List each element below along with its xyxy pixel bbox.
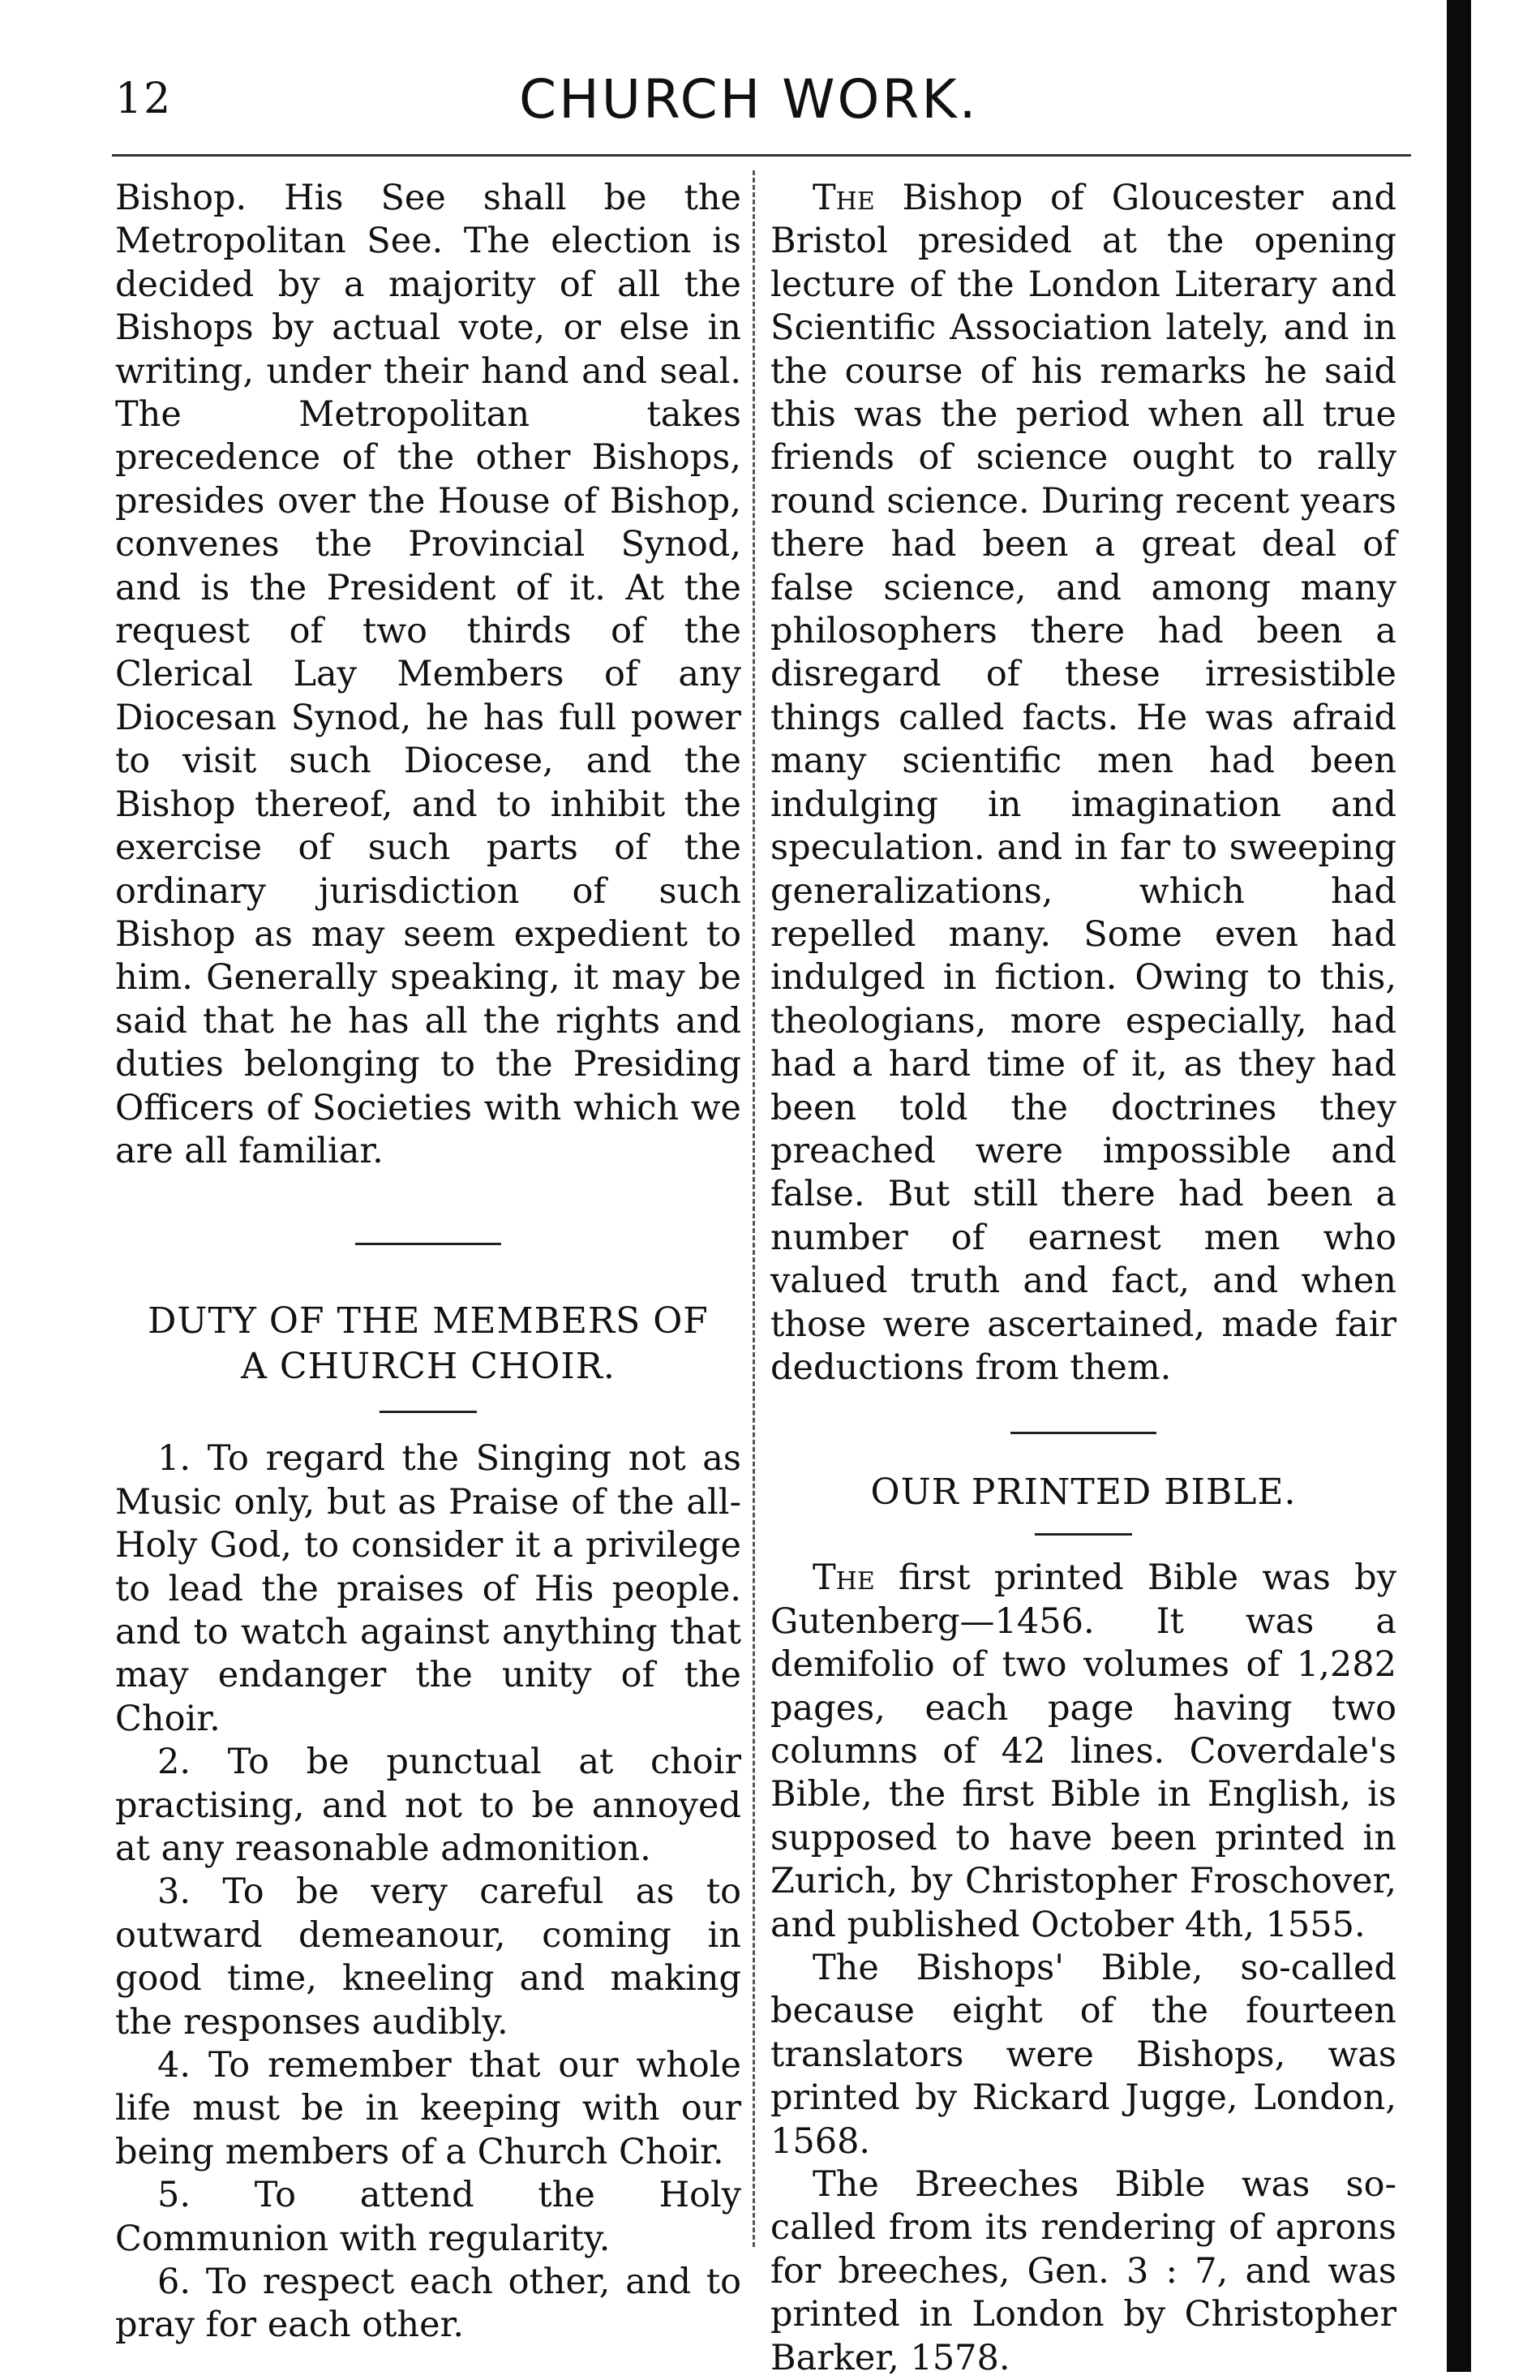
lead-word: The [813, 178, 875, 218]
list-item: 6. To respect each other, and to pray for each other. [115, 2262, 742, 2346]
bible-paragraph-gutenberg: The first printed Bible was by Gutenberg—1456. It was a demifolio of two volumes of 1,282 pages, each page having two columns of 42 lines. Coverdale's Bible, the first Bible in English, is supposed to have been printed in Zurich, by Christopher Froschover, and published October 4th, 1555. [770, 1557, 1396, 1945]
right-column [770, 177, 1396, 2380]
running-head-title: CHURCH WORK. [519, 68, 979, 131]
page-number: 12 [115, 75, 173, 123]
choir-section-title-line2: A CHURCH CHOIR. [241, 1346, 616, 1388]
column-divider [753, 170, 755, 2247]
bible-paragraph-breeches: The Breeches Bible was so-called from its rendering of aprons for breeches, Gen. 3 : 7, and was printed in London by Christopher Barker, 1578. [770, 2164, 1396, 2378]
list-item: 2. To be punctual at choir practising, and not to be annoyed at any reasonable admonition. [115, 1742, 741, 1869]
binding-edge-bar [1447, 0, 1471, 2372]
metropolitan-paragraph: Bishop. His See shall be the Metropolitan See. The election is decided by a majority of all the Bishops by actual vote, or else in writing, under their hand and seal. The Metropolitan takes precedence of the other Bishops, presides over the House of Bishop, convenes the Provincial Synod, and is the President of it. At the request of two thirds of the Clerical Lay Members of any Diocesan Synod, he has full power to visit such Diocese, and the Bishop thereof, and to inhibit the exercise of such parts of the ordinary jurisdiction of such Bishop as may seem expedient to him. Generally speaking, it may be said that he has all the rights and duties belonging to the Presiding Officers of Societies with which we are all familiar. [115, 178, 741, 1171]
header-rule [112, 154, 1411, 157]
list-item: 4. To remember that our whole life must be in keeping with our being members of a Church Choir. [115, 2045, 741, 2172]
gloucester-paragraph: The Bishop of Gloucester and Bristol presided at the opening lecture of the London Literary and Scientific Association lately, and in the course of his remarks he said this was the period when all true friends of science ought to rally round science. During recent years there had been a great deal of false science, and among many philosophers there had been a disregard of these irresistible things called facts. He was afraid many scientific men had been indulging in imagination and speculation. and in far to sweeping generalizations, which had repelled many. Some even had indulged in fiction. Owing to this, theologians, more especially, had had a hard time of it, as they had been told the doctrines they preached were impossible and false. But still there had been a number of earnest men who valued truth and fact, and when those were ascertained, made fair deductions from them. [770, 178, 1396, 1388]
bible-paragraph-bishops: The Bishops' Bible, so-called because eight of the fourteen translators were Bishops, was printed by Rickard Jugge, London, 1568. [770, 1948, 1396, 2162]
lead-word: The [813, 1557, 875, 1599]
bible-section-title: OUR PRINTED BIBLE. [870, 1471, 1297, 1514]
list-item: 5. To attend the Holy Communion with regularity. [115, 2175, 742, 2259]
left-column [115, 177, 741, 2348]
list-item: 1. To regard the Singing not as Music only, but as Praise of the all-Holy God, to consider it a privilege to lead the praises of His people. and to watch against anything that may endanger the unity of the Choir. [115, 1438, 741, 1739]
list-item: 3. To be very careful as to outward demeanour, coming in good time, kneeling and making the responses audibly. [115, 1871, 741, 2043]
choir-section-title-line1: DUTY OF THE MEMBERS OF [148, 1300, 709, 1343]
